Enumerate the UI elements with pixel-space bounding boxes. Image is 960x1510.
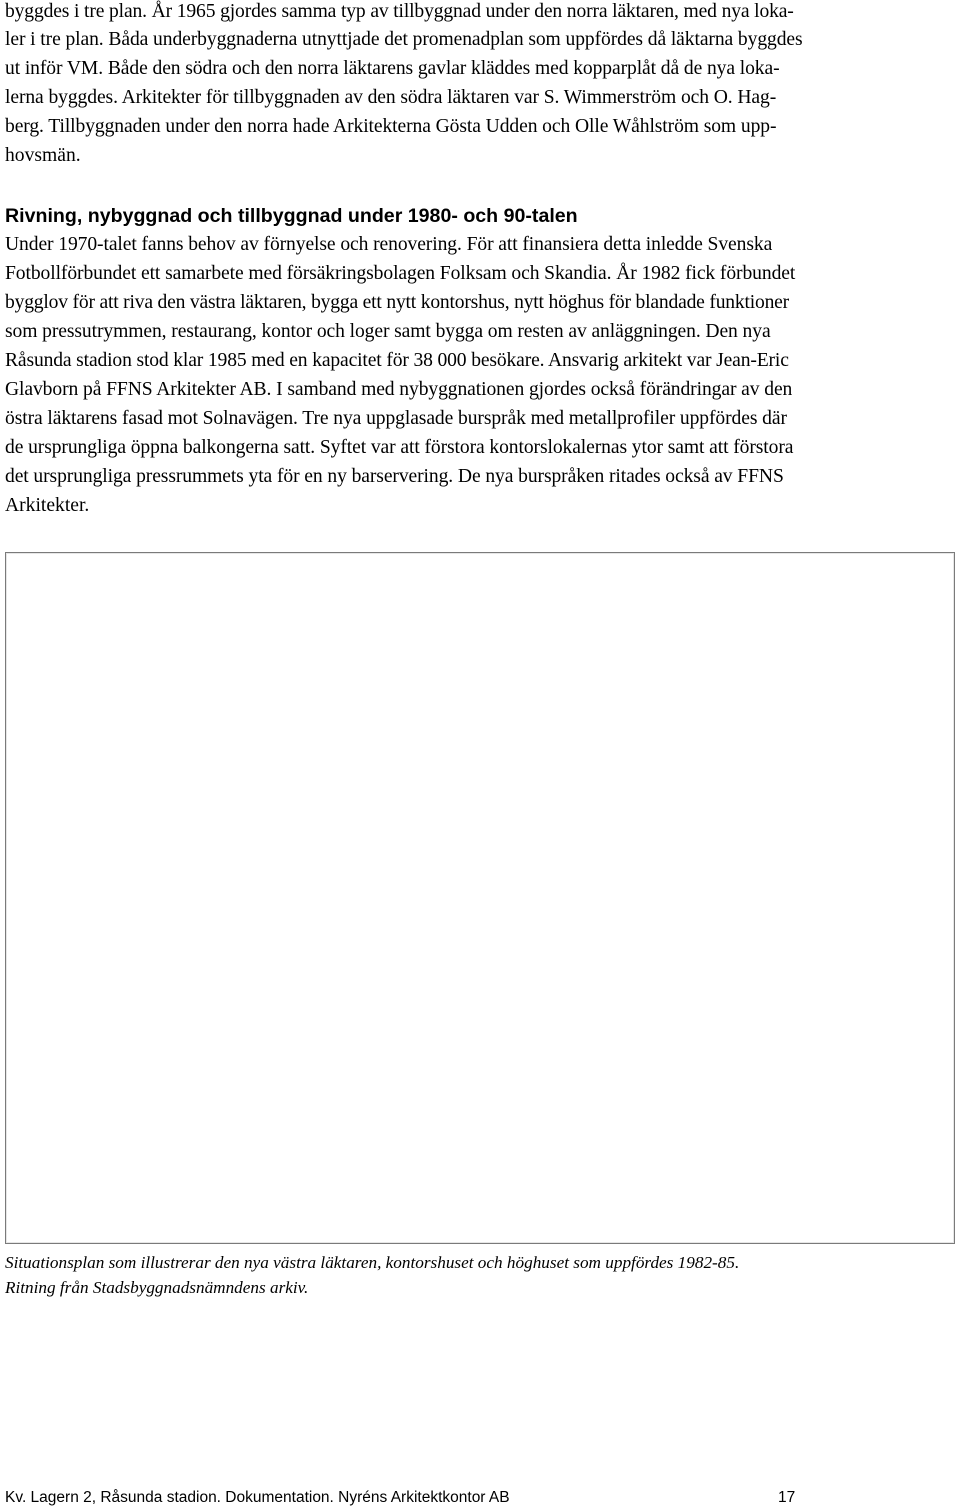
section-line: de ursprungliga öppna balkongerna satt. Syftet var att förstora kontorslokalernas ytor samt att förstora (5, 437, 794, 458)
section-line: bygglov för att riva den västra läktaren, bygga ett nytt kontorshus, nytt höghus för blandade funktioner (5, 292, 789, 313)
section-line: Under 1970-talet fanns behov av förnyelse och renovering. För att finansiera detta inledde Svenska (5, 234, 773, 255)
intro-line: ler i tre plan. Båda underbyggnaderna utnyttjade det promenadplan som uppfördes då läktarna byggdes (5, 29, 803, 50)
page-number: 17 (778, 1489, 796, 1506)
section-line: Råsunda stadion stod klar 1985 med en kapacitet för 38 000 besökare. Ansvarig arkitekt var Jean-Eric (5, 350, 789, 371)
intro-line: berg. Tillbyggnaden under den norra hade Arkitekterna Gösta Udden och Olle Wåhlström som upp- (5, 116, 777, 137)
section-line: Arkitekter. (5, 495, 90, 516)
section-heading: Rivning, nybyggnad och tillbyggnad under 1980- och 90-talen (5, 205, 578, 227)
intro-line: byggdes i tre plan. År 1965 gjordes samma typ av tillbyggnad under den norra läktaren, med nya loka- (5, 1, 794, 22)
section-line: Glavborn på FFNS Arkitekter AB. I samband med nybyggnationen gjordes också förändringar av den (5, 379, 793, 400)
intro-line: hovsmän. (5, 145, 81, 166)
caption-line: Situationsplan som illustrerar den nya västra läktaren, kontorshuset och höghuset som uppfördes 1982-85. (5, 1253, 740, 1272)
section-line: som pressutrymmen, restaurang, kontor och loger samt bygga om resten av anläggningen. Den nya (5, 321, 771, 342)
section-line: östra läktarens fasad mot Solnavägen. Tre nya uppglasade burspråk med metallprofiler uppfördes där (5, 408, 787, 429)
footer-title: Kv. Lagern 2, Råsunda stadion. Dokumentation. Nyréns Arkitektkontor AB (5, 1489, 510, 1506)
site-plan-figure (5, 552, 955, 1244)
caption-line: Ritning från Stadsbyggnadsnämndens arkiv. (5, 1278, 309, 1297)
section-line: det ursprungliga pressrummets yta för en ny barservering. De nya burspråken ritades också av FFNS (5, 466, 784, 487)
section-line: Fotbollförbundet ett samarbete med försäkringsbolagen Folksam och Skandia. År 1982 fick förbundet (5, 263, 796, 284)
intro-line: lerna byggdes. Arkitekter för tillbyggnaden av den södra läktaren var S. Wimmerström och O. Hag- (5, 87, 777, 108)
intro-line: ut inför VM. Både den södra och den norra läktarens gavlar kläddes med kopparplåt då de nya loka- (5, 58, 780, 79)
